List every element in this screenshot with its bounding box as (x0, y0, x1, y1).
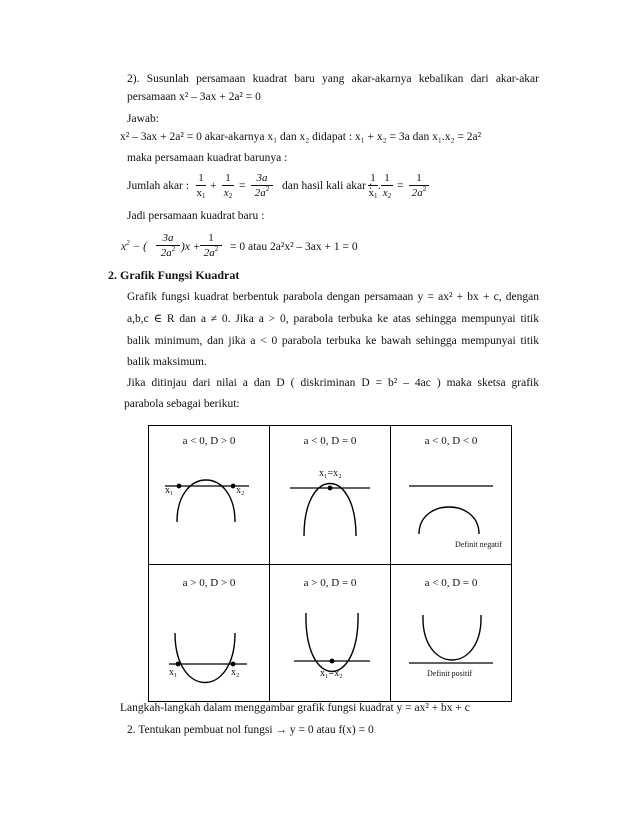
definit-negatif-label: Definit negatif (455, 540, 502, 549)
cell-a-pos-d-zero (269, 564, 391, 702)
cell-a-neg-d-neg (390, 425, 512, 565)
section-title: 2. Grafik Fungsi Kuadrat (108, 268, 240, 282)
parabola-up-two-roots (149, 565, 269, 701)
frac-1-2a2: 1 $2a^2$ (409, 172, 429, 199)
definit-positif-label: Definit positif (427, 669, 473, 678)
cell-title: a < 0, D < 0 (424, 435, 478, 447)
jadi-line: Jadi persamaan kuadrat baru : (127, 210, 265, 222)
problem-line-1: 2). Susunlah persamaan kuadrat baru yang akar-akarnya kebalikan dari akar-akar (127, 73, 539, 85)
step-2-line: 2. Tentukan pembuat nol fungsi → y = 0 atau f(x) = 0 (127, 724, 374, 736)
section-p1: Grafik fungsi kuadrat berbentuk parabola dengan persamaan y = ax² + bx + c, dengan (127, 291, 539, 303)
x2-label: x₂ (231, 667, 240, 678)
jumlah-mid: dan hasil kali akar : (282, 180, 373, 192)
langkah-line: Langkah-langkah dalam menggambar grafik fungsi kuadrat y = ax² + bx + c (120, 702, 470, 714)
section-p3: balik minimum, dan jika a < 0 parabola terbuka ke bawah sehingga mempunyai titik (127, 335, 539, 347)
cell-title: a < 0, D > 0 (182, 435, 236, 447)
final-x2: $x^2$ − ( (121, 239, 147, 253)
section-p4: balik maksimum. (127, 356, 207, 368)
frac-1-2a2-b: 1 $2a^2$ (200, 232, 222, 259)
roots-line: x² – 3ax + 2a² = 0 akar-akarnya x₁ dan x₂ didapat : x₁ + x₂ = 3a dan x₁.x₂ = 2a² (120, 131, 482, 143)
maka-line: maka persamaan kuadrat barunya : (127, 152, 288, 164)
x1-equals-x2-label: x₁=x₂ (319, 468, 342, 479)
cell-a-neg-d-zero-2 (390, 564, 512, 702)
cell-title: a > 0, D = 0 (303, 577, 357, 589)
x2-label: x₂ (236, 485, 245, 496)
cell-a-pos-d-pos (148, 564, 270, 702)
cell-title: a > 0, D > 0 (182, 577, 236, 589)
dot-sign: . (378, 180, 381, 192)
frac-1-x2-b: 1 $x_2$ (382, 172, 392, 200)
cell-title: a < 0, D = 0 (424, 577, 478, 589)
frac-1-x1-b: 1 $x_1$ (368, 172, 378, 200)
jumlah-label: Jumlah akar : (127, 180, 189, 192)
x1-label: x₁ (165, 485, 174, 496)
frac-3a-2a2-b: 3a $2a^2$ (156, 232, 180, 259)
cell-title: a < 0, D = 0 (303, 435, 357, 447)
final-x-term: )x + (181, 241, 201, 253)
cell-a-neg-d-zero (269, 425, 391, 565)
x1-equals-x2-label: x₁=x₂ (320, 668, 343, 679)
final-tail: = 0 atau 2a²x² – 3ax + 1 = 0 (230, 241, 358, 253)
parabola-up-one-root (270, 565, 390, 701)
equals-sign-2: = (397, 180, 404, 192)
jawab-label: Jawab: (127, 113, 159, 125)
plus-sign: + (210, 180, 217, 192)
section-p5: Jika ditinjau dari nilai a dan D ( diskriminan D = b² – 4ac ) maka sketsa grafik (127, 377, 539, 389)
equals-sign: = (239, 180, 246, 192)
parabola-up-no-root (391, 565, 511, 701)
parabola-down-one-root (270, 426, 390, 564)
x1-label: x₁ (169, 667, 178, 678)
frac-3a-2a2: 3a $2a^2$ (251, 172, 273, 199)
parabola-grid (148, 425, 512, 702)
problem-line-2: persamaan x² – 3ax + 2a² = 0 (127, 91, 261, 103)
frac-1-x1: 1 $x_1$ (196, 172, 206, 200)
section-p2: a,b,c ∈ R dan a ≠ 0. Jika a > 0, parabola terbuka ke atas sehingga mempunyai titik (127, 313, 539, 325)
section-p6: parabola sebagai berikut: (124, 398, 240, 410)
cell-a-neg-d-pos (148, 425, 270, 565)
frac-1-x2: 1 $x_2$ (223, 172, 233, 200)
